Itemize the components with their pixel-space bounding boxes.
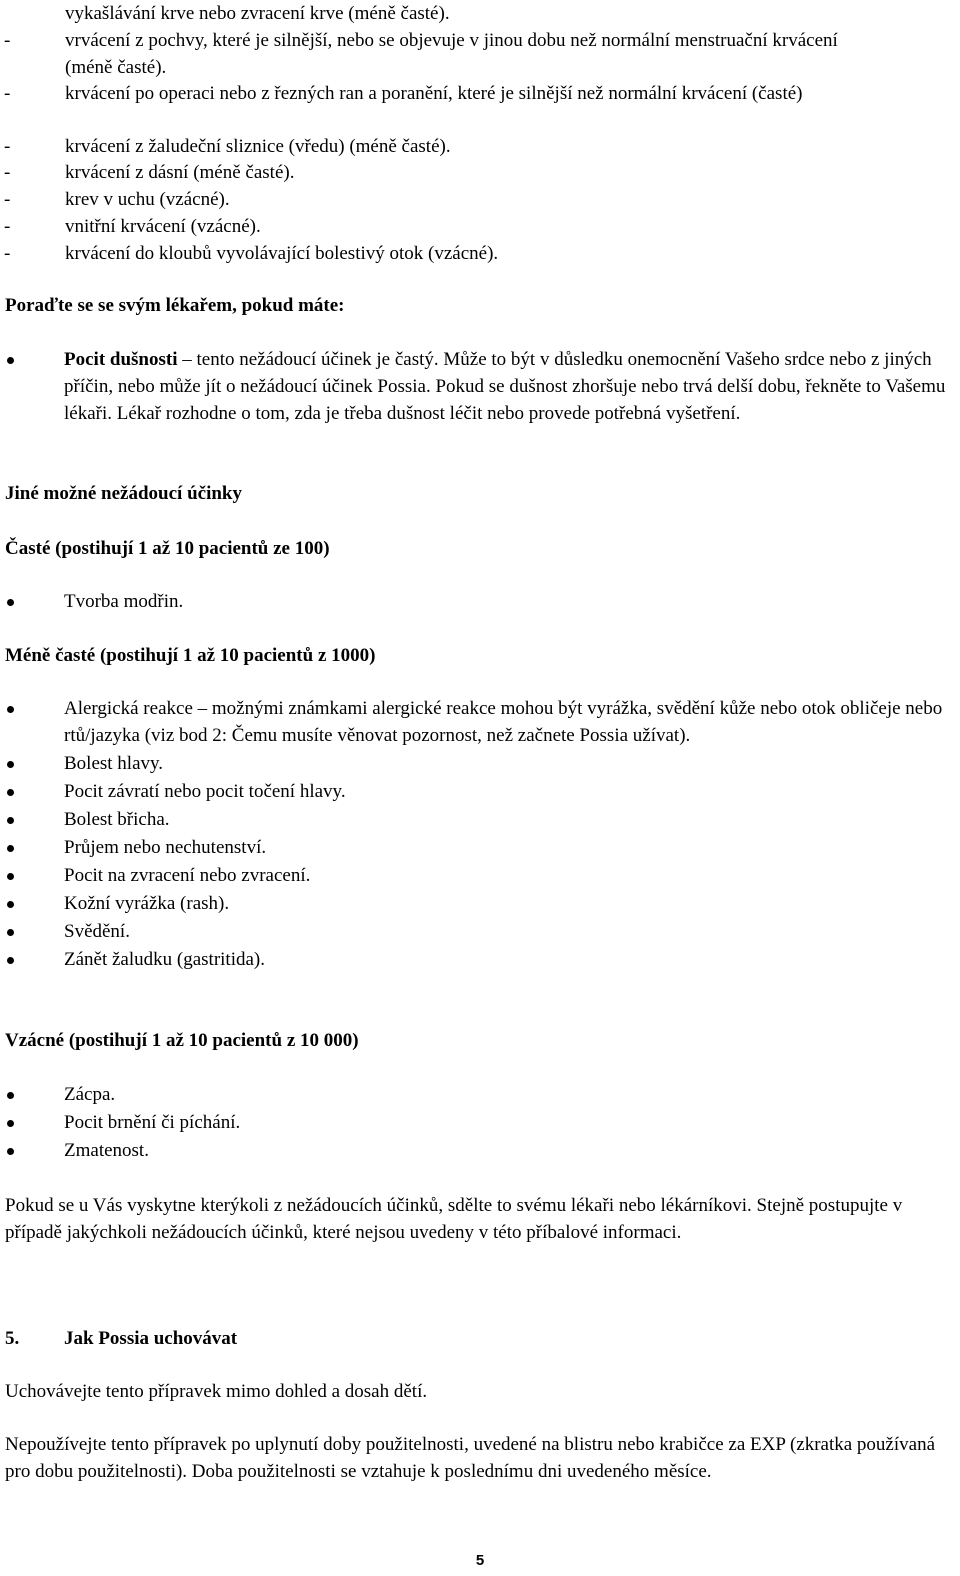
list-item: [0, 918, 956, 945]
bullet-icon: [7, 845, 14, 852]
list-item: [0, 1109, 956, 1136]
list-item: [0, 186, 960, 213]
bullet-icon: [7, 706, 14, 713]
list-item: [0, 806, 956, 833]
dash-marker: -: [4, 243, 11, 264]
list-item-text: Tvorba modřin.: [64, 591, 184, 612]
list-item: [0, 946, 956, 973]
uncommon-heading: Méně časté (postihují 1 až 10 pacientů z 1000): [5, 645, 376, 666]
dyspnea-text: – tento nežádoucí účinek je častý. Může to být v důsledku onemocnění Vašeho srdce nebo z jiných příčin, nebo může jít o nežádoucí účinek Possia. Pokud se dušnost zhoršuje nebo trvá delší dobu, řekněte to Vašemu lékaři. Lékař rozhodne o tom, zda je třeba dušnost léčit nebo provede potřebná vyšetření.: [64, 349, 946, 424]
section-heading: [5, 1325, 955, 1352]
bullet-icon: [7, 929, 14, 936]
list-item-text: krvácení z žaludeční sliznice (vředu) (méně časté).: [65, 136, 451, 157]
list-item: [0, 213, 960, 240]
list-item: [0, 890, 956, 917]
dash-marker: -: [4, 83, 11, 104]
consult-heading: Poraďte se se svým lékařem, pokud máte:: [5, 295, 345, 316]
list-item: [0, 1137, 956, 1164]
dash-marker: -: [4, 136, 11, 157]
rare-list: [0, 1081, 960, 1164]
bullet-icon: [7, 1120, 14, 1127]
storage-paragraph-1: Uchovávejte tento přípravek mimo dohled a dosah dětí.: [5, 1381, 428, 1402]
bullet-icon: [7, 789, 14, 796]
section-title: Jak Possia uchovávat: [64, 1328, 238, 1349]
list-item-text: krvácení po operaci nebo z řezných ran a poranění, které je silnější než normální krvácení (časté): [65, 83, 803, 104]
report-paragraph: Pokud se u Vás vyskytne kterýkoli z nežádoucích účinků, sdělte to svému lékaři nebo lékárníkovi. Stejně postupujte v případě jakýchkoli nežádoucích účinků, které nejsou uvedeny v této příbalové informaci.: [5, 1195, 903, 1243]
list-item-text: vrvácení z pochvy, které je silnější, nebo se objevuje v jinou dobu než normální menstruační krvácení (méně časté).: [65, 30, 838, 78]
list-item: [0, 695, 956, 749]
list-item: [0, 346, 956, 427]
bullet-icon: [7, 1148, 14, 1155]
other-effects-heading: Jiné možné nežádoucí účinky: [5, 483, 242, 504]
dash-marker: -: [4, 189, 11, 210]
bullet-icon: [7, 901, 14, 908]
list-item-text: Zmatenost.: [64, 1140, 149, 1161]
list-item: [0, 862, 956, 889]
list-item-text: Zácpa.: [64, 1084, 116, 1105]
list-item-text: Bolest břicha.: [64, 809, 170, 830]
list-item: [0, 588, 956, 615]
bullet-icon: [7, 1092, 14, 1099]
list-item-text: krvácení do kloubů vyvolávající bolestivý otok (vzácné).: [65, 243, 499, 264]
storage-paragraph-2: Nepoužívejte tento přípravek po uplynutí doby použitelnosti, uvedené na blistru nebo krabičce za EXP (zkratka používaná pro dobu použitelnosti). Doba použitelnosti se vztahuje k poslednímu dni uvedeného měsíce.: [5, 1434, 935, 1482]
bullet-icon: [7, 873, 14, 880]
section-number: 5.: [5, 1328, 20, 1349]
dash-marker: -: [4, 162, 11, 183]
list-item-text: krvácení z dásní (méně časté).: [65, 162, 295, 183]
list-item: [0, 133, 960, 160]
dash-marker: -: [4, 30, 11, 51]
common-heading: Časté (postihují 1 až 10 pacientů ze 100): [5, 538, 330, 559]
list-item: [0, 80, 960, 107]
dash-marker: -: [4, 216, 11, 237]
list-item-text: vnitřní krvácení (vzácné).: [65, 216, 261, 237]
list-item: [0, 159, 960, 186]
list-item-text: Pocit závratí nebo pocit točení hlavy.: [64, 781, 346, 802]
list-item-text: Bolest hlavy.: [64, 753, 164, 774]
dyspnea-term: Pocit dušnosti: [64, 349, 178, 370]
uncommon-list: [0, 695, 960, 973]
list-item-text: krev v uchu (vzácné).: [65, 189, 230, 210]
bullet-icon: [7, 761, 14, 768]
list-item: [0, 750, 956, 777]
list-item: [0, 834, 956, 861]
list-item: [0, 778, 956, 805]
bullet-icon: [7, 599, 14, 606]
bullet-icon: [7, 357, 14, 364]
list-item-text: vykašlávání krve nebo zvracení krve (méně časté).: [65, 3, 450, 24]
list-item-text: Alergická reakce – možnými známkami alergické reakce mohou být vyrážka, svědění kůže nebo otok obličeje nebo rtů/jazyka (viz bod 2: Čemu musíte věnovat pozornost, než začnete Possia užívat).: [64, 698, 943, 746]
list-item-text: Svědění.: [64, 921, 130, 942]
list-item: [0, 0, 960, 27]
rare-heading: Vzácné (postihují 1 až 10 pacientů z 10 000): [5, 1030, 359, 1051]
list-item-text: Zánět žaludku (gastritida).: [64, 949, 266, 970]
list-item-text: Kožní vyrážka (rash).: [64, 893, 230, 914]
list-item-text: Pocit na zvracení nebo zvracení.: [64, 865, 311, 886]
list-item-text: Průjem nebo nechutenství.: [64, 837, 267, 858]
bullet-icon: [7, 957, 14, 964]
common-list: [0, 588, 960, 615]
consult-list: [0, 346, 960, 427]
list-item: [0, 1081, 956, 1108]
list-item-text: Pocit brnění či píchání.: [64, 1112, 241, 1133]
list-item: [0, 27, 885, 81]
page-number: 5: [475, 1552, 485, 1569]
list-item: [0, 240, 960, 267]
bullet-icon: [7, 817, 14, 824]
